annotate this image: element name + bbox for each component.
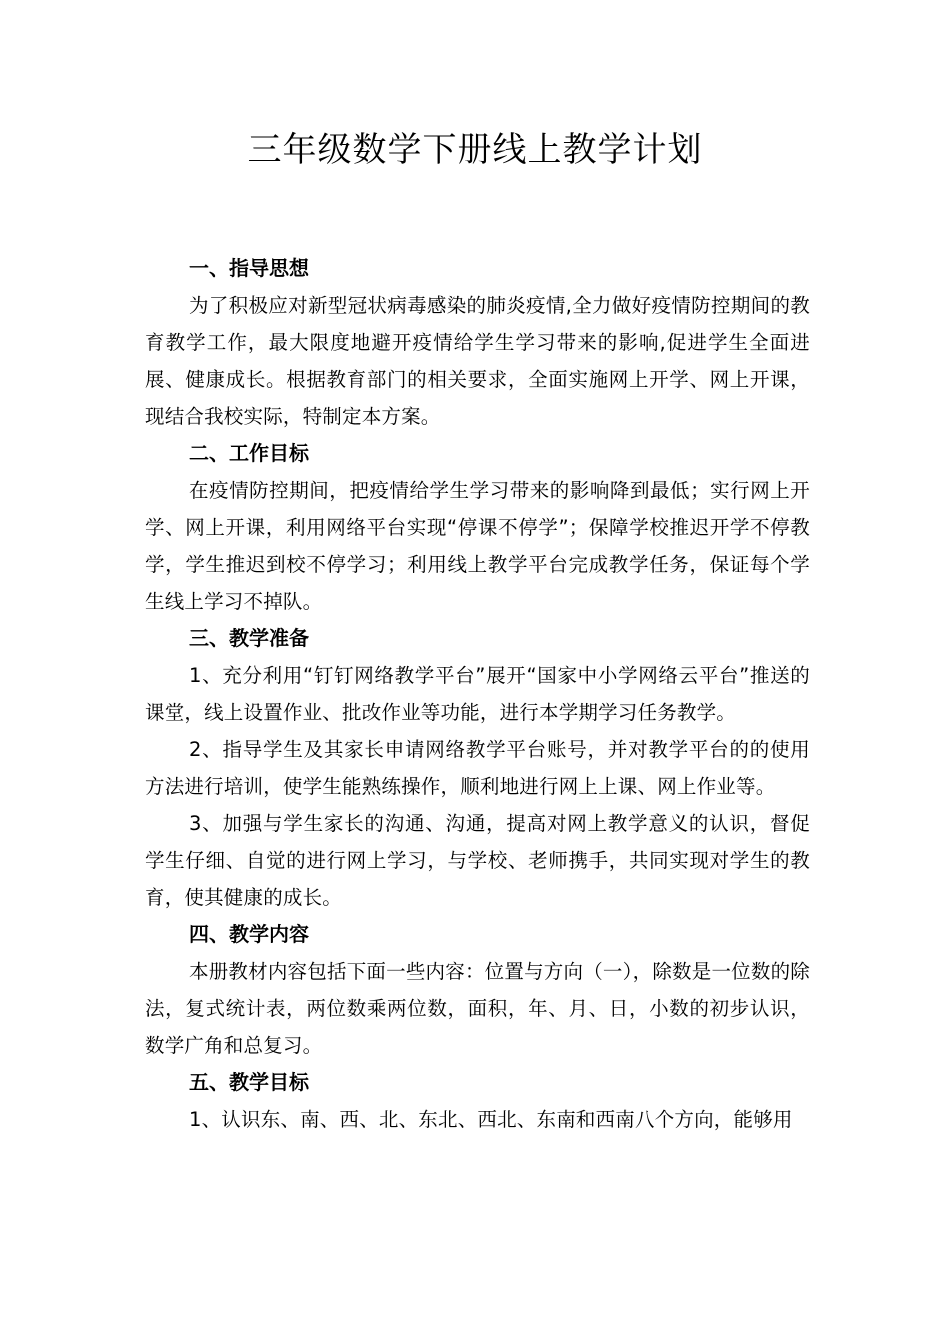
paragraph: 2、指导学生及其家长申请网络教学平台账号，并对教学平台的的使用方法进行培训，使学生能熟练操作，顺利地进行网上上课、网上作业等。 [145,738,810,798]
section-teaching-content [145,916,810,1064]
paragraph: 1、认识东、南、西、北、东北、西北、东南和西南八个方向，能够用 [189,1108,793,1131]
document-body [145,250,810,1138]
section-work-goals [145,435,810,620]
paragraph: 3、加强与学生家长的沟通、沟通，提高对网上教学意义的认识，督促学生仔细、自觉的进行网上学习，与学校、老师携手，共同实现对学生的教育，使其健康的成长。 [145,812,810,909]
paragraph: 1、充分利用“钉钉网络教学平台”展开“国家中小学网络云平台”推送的课堂，线上设置作业、批改作业等功能，进行本学期学习任务教学。 [145,664,810,724]
section-heading: 二、工作目标 [189,441,309,465]
document-title: 三年级数学下册线上教学计划 [247,130,703,170]
paragraph: 本册教材内容包括下面一些内容：位置与方向（一），除数是一位数的除法，复式统计表，两位数乘两位数，面积，年、月、日，小数的初步认识，数学广角和总复习。 [145,960,810,1057]
section-heading: 一、指导思想 [189,256,309,280]
section-guiding-ideology [145,250,810,435]
section-teaching-preparation [145,620,810,916]
paragraph: 为了积极应对新型冠状病毒感染的肺炎疫情,全力做好疫情防控期间的教育教学工作，最大限度地避开疫情给学生学习带来的影响,促进学生全面进展、健康成长。根据教育部门的相关要求，全面实施网上开学、网上开课，现结合我校实际，特制定本方案。 [145,294,810,428]
section-heading: 五、教学目标 [189,1070,309,1094]
section-heading: 四、教学内容 [189,922,309,946]
paragraph: 在疫情防控期间，把疫情给学生学习带来的影响降到最低；实行网上开学、网上开课，利用网络平台实现“停课不停学”；保障学校推迟开学不停教学，学生推迟到校不停学习；利用线上教学平台完成教学任务，保证每个学生线上学习不掉队。 [145,479,810,613]
section-heading: 三、教学准备 [189,626,309,650]
section-teaching-objectives [145,1064,810,1138]
